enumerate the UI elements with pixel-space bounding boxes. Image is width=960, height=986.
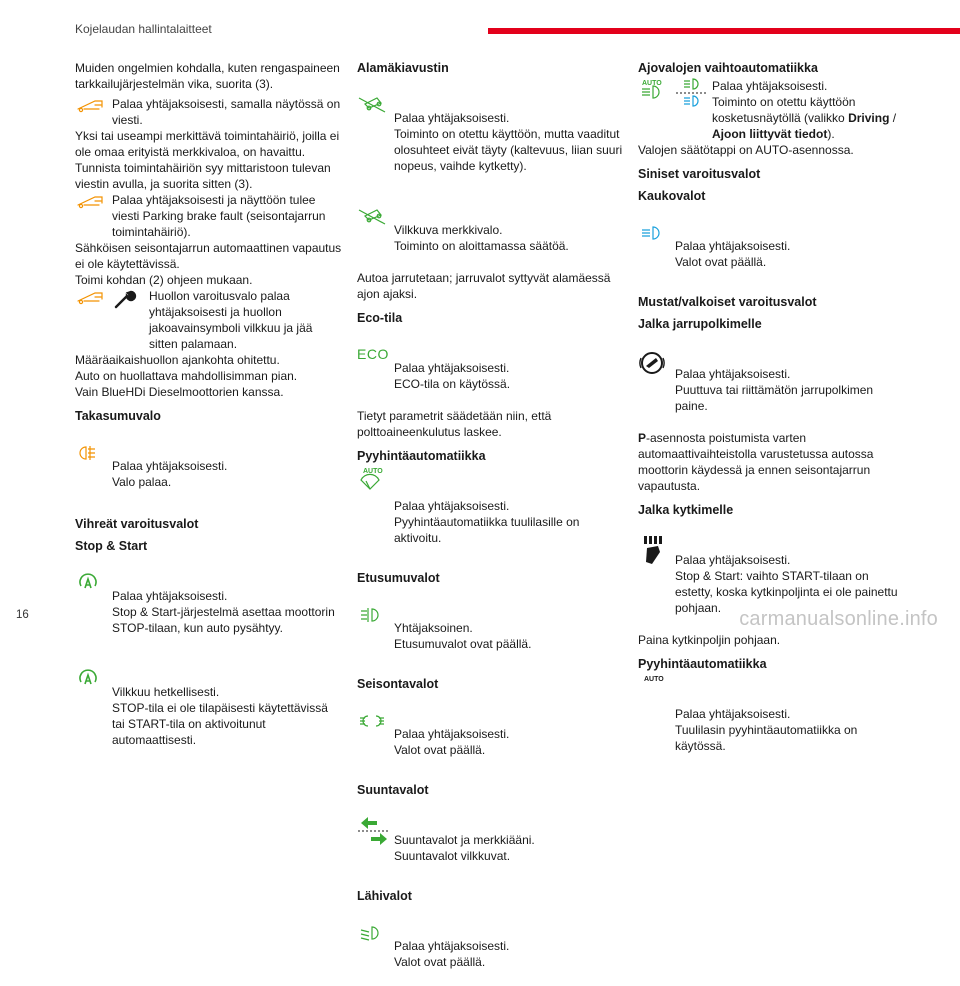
dipped-beam-icon [357, 906, 391, 932]
body-text [638, 430, 900, 494]
turn-indicator-icon [357, 800, 391, 826]
section-title: Alamäkiavustin [357, 61, 449, 75]
foot-on-brake-icon [638, 334, 672, 360]
indicator-text-part: ). [827, 127, 835, 141]
indicator-row [75, 652, 343, 764]
eco-label: ECO [357, 346, 389, 362]
eco-icon [357, 330, 391, 362]
indicator-row [638, 78, 900, 142]
section-title: Seisontavalot [357, 677, 439, 691]
section-title: Suuntavalot [357, 783, 429, 797]
body-text: Yksi tai useampi merkittävä toimintahäiriö, joilla ei ole omaa erityistä merkkivaloa, on havaittu. Tunnista toimintahäiriön syy mittaristoon tulevan viestin avulla, ja suorita sitten (3). [75, 129, 340, 191]
section-title: Pyyhintäautomatiikka [357, 449, 486, 463]
auto-label: AUTO [363, 468, 383, 475]
indicator-text: Palaa yhtäjaksoisesti, samalla näytössä on viesti. [112, 97, 341, 127]
page-header-title: Kojelaudan hallintalaitteet [75, 22, 212, 36]
section-title: Pyyhintäautomatiikka [638, 657, 767, 671]
indicator-row [357, 466, 623, 562]
section-title: Takasumuvalo [75, 409, 161, 423]
indicator-text: Palaa yhtäjaksoisesti. Valot ovat päällä. [394, 727, 510, 757]
indicator-text: Palaa yhtäjaksoisesti. Toiminto on otettu käyttöön, mutta vaaditut olosuhteet eivät täyty (kaltevuus, liian suuri nopeus, vaihde kytketty). [394, 111, 623, 173]
body-text-part: -asennosta poistumista varten automaattivaihteistolla varustetussa autossa moottorin käydessä ja ennen seisontajarrun vapautusta. [638, 431, 874, 493]
front-fog-lamp-icon [357, 588, 391, 614]
body-text: Määräaikaishuollon ajankohta ohitettu. [75, 353, 280, 367]
indicator-row [357, 328, 623, 408]
indicator-text: Palaa yhtäjaksoisesti. Stop & Start: vaihto START-tilaan on estetty, koska kytkinpoljinta ei ole painettu pohjaan. [675, 553, 898, 615]
section-title: Etusumuvalot [357, 571, 440, 585]
indicator-text: Huollon varoitusvalo palaa yhtäjaksoisesti ja huollon jakoavainsymboli vilkkuu ja jää sitten palamaan. [149, 289, 313, 351]
section-title: Stop & Start [75, 539, 148, 553]
indicator-text: Palaa yhtäjaksoisesti ja näyttöön tulee viesti Parking brake fault (seisontajarrun toimintahäiriö). [112, 193, 326, 239]
foot-on-clutch-icon [638, 520, 672, 546]
body-text: Auto on huollattava mahdollisimman pian. [75, 369, 298, 383]
indicator-row [638, 206, 900, 286]
menu-ajoon: Ajoon liittyvät tiedot [712, 127, 828, 141]
auto-wiper-icon [638, 674, 672, 700]
indicator-row [357, 906, 623, 986]
column-1 [75, 60, 343, 764]
auto-label: AUTO [644, 676, 664, 683]
tow-truck-icon [75, 288, 109, 314]
indicator-row [638, 334, 900, 430]
indicator-row [357, 694, 623, 774]
auto-high-beam-icon [638, 78, 672, 104]
hill-descent-icon [357, 190, 391, 216]
auto-wiper-icon [357, 466, 391, 492]
indicator-text [712, 78, 900, 142]
indicator-text: Palaa yhtäjaksoisesti. Puuttuva tai riittämätön jarrupolkimen paine. [675, 367, 874, 413]
indicator-text: Palaa yhtäjaksoisesti. Valo palaa. [112, 459, 228, 489]
indicator-text: Palaa yhtäjaksoisesti. ECO-tila on käytössä. [394, 361, 511, 391]
intro-text: Muiden ongelmien kohdalla, kuten rengaspaineen tarkkailujärjestelmän vika, suorita (3). [75, 61, 340, 91]
stop-start-icon [75, 556, 109, 582]
indicator-text: Vilkkuva merkkivalo. Toiminto on aloittamassa säätöä. [394, 223, 569, 253]
header-accent-bar [488, 28, 960, 34]
auto-label: AUTO [642, 80, 662, 87]
section-title: Jalka jarrupolkimelle [638, 317, 762, 331]
indicator-text: Yhtäjaksoinen. Etusumuvalot ovat päällä. [394, 621, 532, 651]
section-heading: Mustat/valkoiset varoitusvalot [638, 295, 817, 309]
indicator-row [357, 78, 623, 190]
dipped-beam-icon [675, 78, 709, 104]
watermark: carmanualsonline.info [739, 608, 938, 630]
section-heading: Vihreät varoitusvalot [75, 517, 199, 531]
rear-fog-lamp-icon [75, 426, 109, 452]
indicator-row [357, 190, 623, 270]
tow-truck-icon [75, 96, 109, 122]
indicator-text: Vilkkuu hetkellisesti. STOP-tila ei ole tilapäisesti käytettävissä tai START-tila on aktivoitunut automaattisesti. [112, 685, 328, 747]
gear-position-p: P [638, 431, 647, 445]
body-text: Autoa jarrutetaan; jarruvalot syttyvät alamäessä ajon ajaksi. [357, 271, 611, 301]
body-text: Tietyt parametrit säädetään niin, että polttoaineenkulutus laskee. [357, 409, 552, 439]
section-title: Ajovalojen vaihtoautomatiikka [638, 61, 818, 75]
indicator-text: Palaa yhtäjaksoisesti. Stop & Start-järjestelmä asettaa moottorin STOP-tilaan, kun auto pysähtyy. [112, 589, 335, 635]
separator: / [889, 111, 897, 125]
hill-descent-icon [357, 78, 391, 104]
column-3 [638, 60, 900, 770]
indicator-text: Palaa yhtäjaksoisesti. Valot ovat päällä. [675, 239, 791, 269]
body-text: Toimi kohdan (2) ohjeen mukaan. [75, 273, 253, 287]
indicator-text: Palaa yhtäjaksoisesti. Valot ovat päällä. [394, 939, 510, 969]
section-heading: Siniset varoitusvalot [638, 167, 761, 181]
column-2 [357, 60, 623, 986]
section-title: Kaukovalot [638, 189, 706, 203]
menu-driving: Driving [848, 111, 890, 125]
indicator-row [75, 192, 343, 240]
body-text: Vain BlueHDi Dieselmoottorien kanssa. [75, 385, 284, 399]
page-number: 16 [16, 609, 29, 621]
indicator-text: Suuntavalot ja merkkiääni. Suuntavalot vilkkuvat. [394, 833, 535, 863]
body-text: Sähköisen seisontajarrun automaattinen vapautus ei ole käytettävissä. [75, 241, 342, 271]
indicator-text: Palaa yhtäjaksoisesti. Pyyhintäautomatiikka tuulilasille on aktivoitu. [394, 499, 580, 545]
body-text: Paina kytkinpoljin pohjaan. [638, 633, 781, 647]
indicator-row [75, 556, 343, 652]
wrench-icon [112, 288, 146, 314]
section-title: Jalka kytkimelle [638, 503, 734, 517]
indicator-row [357, 588, 623, 668]
indicator-row [638, 674, 900, 770]
section-title: Eco-tila [357, 311, 403, 325]
indicator-row [75, 96, 343, 128]
body-text: Valojen säätötappi on AUTO-asennossa. [638, 143, 854, 157]
indicator-text-part: Palaa yhtäjaksoisesti. Toiminto on otettu käyttöön kosketusnäytöllä (valikko [712, 79, 856, 125]
indicator-row [75, 288, 343, 352]
stop-start-icon [75, 652, 109, 678]
section-title: Lähivalot [357, 889, 412, 903]
indicator-text: Palaa yhtäjaksoisesti. Tuulilasin pyyhintäautomatiikka on käytössä. [675, 707, 858, 753]
tow-truck-icon [75, 192, 109, 218]
high-beam-icon [638, 206, 672, 232]
indicator-row [357, 800, 623, 880]
side-lamps-icon [357, 694, 391, 720]
indicator-row [75, 426, 343, 506]
